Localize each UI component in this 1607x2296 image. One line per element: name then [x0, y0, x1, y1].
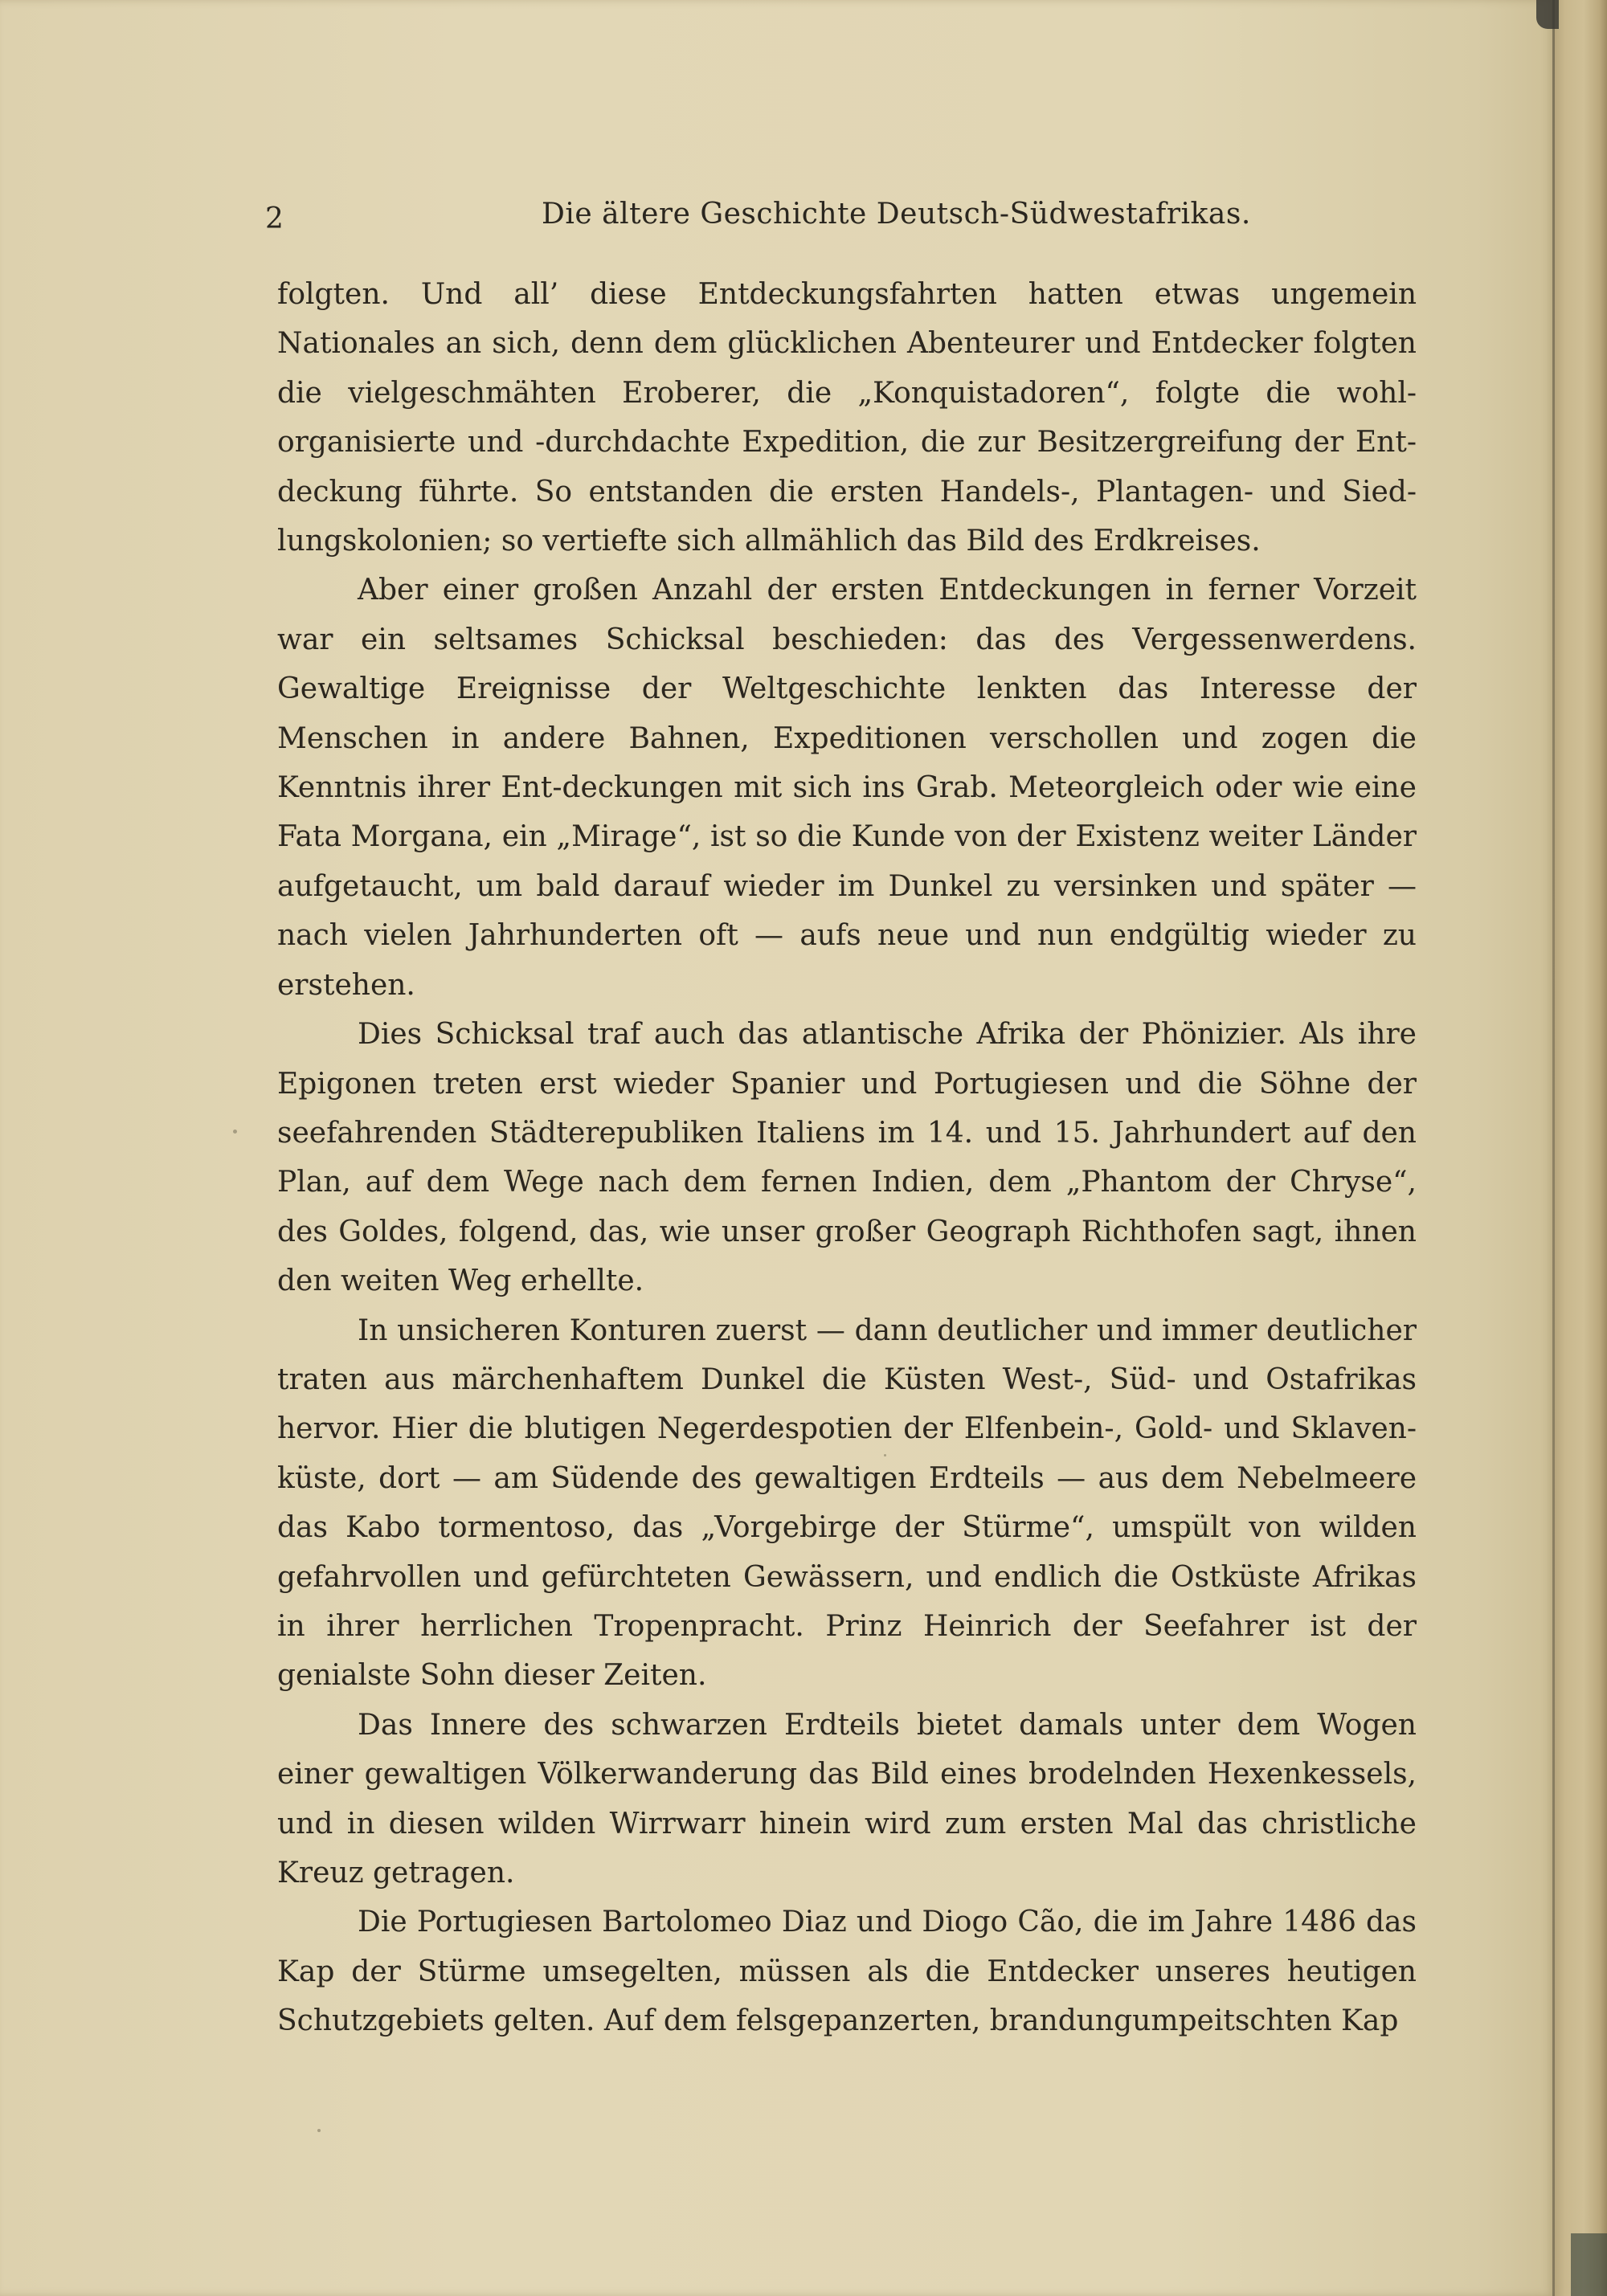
corner-mark — [1536, 0, 1559, 29]
paragraph-2: Aber einer großen Anzahl der ersten Entdeckungen in ferner Vorzeit war ein seltsames Schicksal beschieden: das des Vergessenwerdens. Gewaltige Ereignisse der Weltgeschichte lenkten das Interesse der Menschen in andere Bahnen, Expeditionen verschollen und zogen die Kenntnis ihrer Ent-deckungen mit sich ins Grab. Meteorgleich oder wie eine Fata Morgana, ein „Mirage“, ist so die Kunde von der Existenz weiter Länder aufgetaucht, um bald darauf wieder im Dunkel zu versinken und später — nach vielen Jahrhunderten oft — aufs neue und nun endgültig wieder zu erstehen. — [277, 574, 1417, 1002]
paragraph-4: In unsicheren Konturen zuerst — dann deutlicher und immer deutlicher traten aus märchenhaftem Dunkel die Küsten West-, Süd- und Ostafrikas hervor. Hier die blutigen Negerdespotien der Elfenbein-, Gold- und Sklaven-küste, dort — am Südende des gewaltigen Erdteils — aus dem Nebelmeere das Kabo tormentoso, das „Vorgebirge der Stürme“, umspült von wilden gefahrvollen und gefürchteten Gewässern, und endlich die Ostküste Afrikas in ihrer herrlichen Tropenpracht. Prinz Heinrich der Seefahrer ist der genialste Sohn dieser Zeiten. — [277, 1313, 1417, 1693]
paragraph-6: Die Portugiesen Bartolomeo Diaz und Diogo Cão, die im Jahre 1486 das Kap der Stürme umsegelten, müssen als die Entdecker unseres heutigen Schutzgebiets gelten. Auf dem felsgepanzerten, brandungumpeitschten Kap — [277, 1906, 1417, 2038]
paper-speck — [884, 1454, 886, 1456]
running-head-title: Die ältere Geschichte Deutsch-Südwestafrikas. — [542, 198, 1251, 231]
paragraph-3: Dies Schicksal traf auch das atlantische Afrika der Phönizier. Als ihre Epigonen treten erst wieder Spanier und Portugiesen und die Söhne der seefahrenden Städterepubliken Italiens im 14. und 15. Jahrhundert auf den Plan, auf dem Wege nach dem fernen Indien, dem „Phantom der Chryse“, des Goldes, folgend, das, wie unser großer Geograph Richthofen sagt, ihnen den weiten Weg erhellte. — [277, 1018, 1417, 1298]
paper-speck — [233, 1130, 237, 1134]
paper-speck — [317, 2129, 321, 2132]
page-gutter — [1555, 0, 1607, 2296]
paragraph-5: Das Innere des schwarzen Erdteils bietet damals unter dem Wogen einer gewaltigen Völkerwanderung das Bild eines brodelnden Hexenkessels, und in diesen wilden Wirrwarr hinein wird zum ersten Mal das christliche Kreuz getragen. — [277, 1708, 1417, 1890]
page-number: 2 — [265, 202, 284, 235]
body-text — [277, 270, 1417, 2046]
paragraph-1: folgten. Und all’ diese Entdeckungsfahrten hatten etwas ungemein Nationales an sich, denn dem glücklichen Abenteurer und Entdecker folgten die vielgeschmähten Eroberer, die „Konquistadoren“, folgte die wohl-organisierte und -durchdachte Expedition, die zur Besitzergreifung der Ent-deckung führte. So entstanden die ersten Handels-, Plantagen- und Sied-lungskolonien; so vertiefte sich allmählich das Bild des Erdkreises. — [277, 278, 1417, 558]
edge-wear — [1571, 2233, 1607, 2296]
